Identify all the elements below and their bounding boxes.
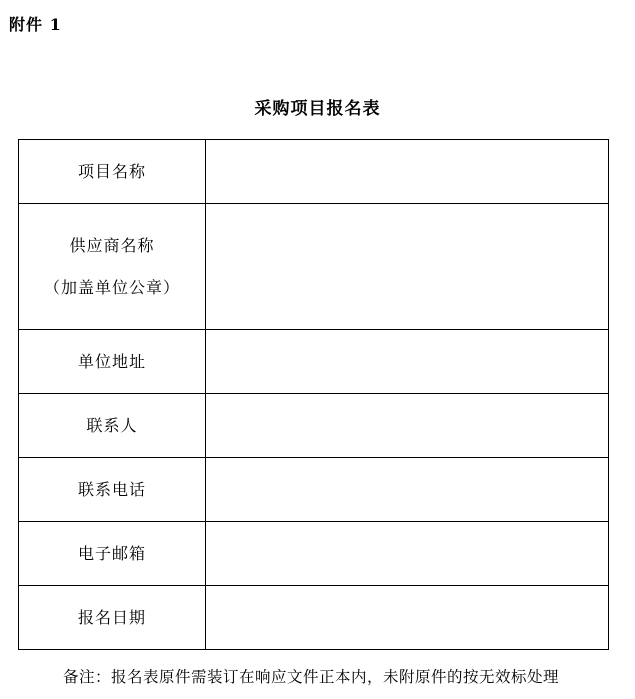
contact-person-field[interactable] — [206, 394, 609, 458]
project-name-field[interactable] — [206, 140, 609, 204]
supplier-name-label-cell — [19, 204, 206, 330]
footnote: 备注：报名表原件需装订在响应文件正本内，未附原件的按无效标处理 — [63, 668, 560, 686]
contact-phone-label: 联系电话 — [19, 458, 206, 522]
page-title: 采购项目报名表 — [254, 99, 381, 119]
attachment-label: 附件 1 — [9, 15, 62, 34]
registration-date-field[interactable] — [206, 586, 609, 650]
table-row — [19, 330, 609, 394]
table-row — [19, 394, 609, 458]
company-address-field[interactable] — [206, 330, 609, 394]
project-name-label: 项目名称 — [19, 140, 206, 204]
supplier-name-label: 供应商名称 — [69, 235, 155, 255]
email-label: 电子邮箱 — [19, 522, 206, 586]
email-field[interactable] — [206, 522, 609, 586]
registration-date-label: 报名日期 — [19, 586, 206, 650]
supplier-name-field[interactable] — [206, 204, 609, 330]
company-address-label: 单位地址 — [19, 330, 206, 394]
table-row — [19, 204, 609, 330]
table-row — [19, 458, 609, 522]
table-row — [19, 586, 609, 650]
contact-phone-field[interactable] — [206, 458, 609, 522]
table-row — [19, 140, 609, 204]
table-row — [19, 522, 609, 586]
contact-person-label: 联系人 — [19, 394, 206, 458]
registration-form-table — [18, 139, 609, 650]
supplier-seal-note: （加盖单位公章） — [43, 277, 180, 297]
